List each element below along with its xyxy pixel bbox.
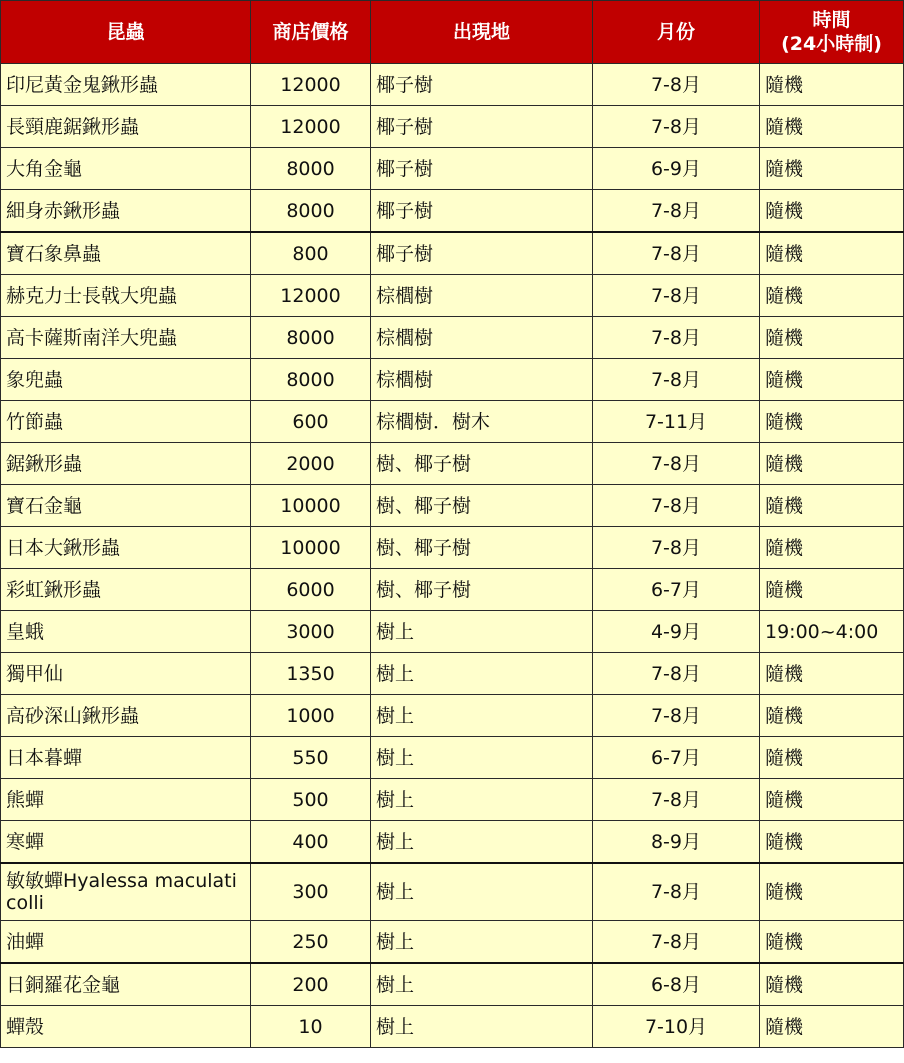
time-range: 隨機 bbox=[760, 148, 904, 190]
insect-name: 印尼黃金鬼鍬形蟲 bbox=[1, 64, 251, 106]
location: 樹上 bbox=[371, 963, 593, 1006]
month-range: 4-9月 bbox=[593, 611, 760, 653]
location: 樹上 bbox=[371, 863, 593, 921]
month-range: 7-8月 bbox=[593, 485, 760, 527]
time-range: 隨機 bbox=[760, 232, 904, 275]
time-range: 隨機 bbox=[760, 275, 904, 317]
location: 椰子樹 bbox=[371, 64, 593, 106]
table-row bbox=[1, 569, 904, 611]
table-row bbox=[1, 190, 904, 233]
month-range: 7-8月 bbox=[593, 64, 760, 106]
location: 樹、椰子樹 bbox=[371, 527, 593, 569]
table-row bbox=[1, 527, 904, 569]
insect-name: 敏敏蟬Hyalessa maculaticolli bbox=[1, 863, 251, 921]
header-month: 月份 bbox=[593, 1, 760, 64]
month-range: 6-7月 bbox=[593, 569, 760, 611]
month-range: 7-8月 bbox=[593, 779, 760, 821]
shop-price: 1000 bbox=[251, 695, 371, 737]
time-range: 隨機 bbox=[760, 653, 904, 695]
insect-name: 高砂深山鍬形蟲 bbox=[1, 695, 251, 737]
table-row bbox=[1, 148, 904, 190]
time-range: 隨機 bbox=[760, 779, 904, 821]
location: 樹上 bbox=[371, 1006, 593, 1048]
location: 樹、椰子樹 bbox=[371, 569, 593, 611]
shop-price: 600 bbox=[251, 401, 371, 443]
location: 棕櫚樹 bbox=[371, 317, 593, 359]
time-range: 隨機 bbox=[760, 963, 904, 1006]
insect-name: 寒蟬 bbox=[1, 821, 251, 864]
table-row bbox=[1, 695, 904, 737]
table-row bbox=[1, 106, 904, 148]
insect-name: 蟬殼 bbox=[1, 1006, 251, 1048]
time-range: 隨機 bbox=[760, 359, 904, 401]
month-range: 7-8月 bbox=[593, 921, 760, 964]
location: 棕櫚樹 bbox=[371, 359, 593, 401]
month-range: 7-10月 bbox=[593, 1006, 760, 1048]
location: 椰子樹 bbox=[371, 106, 593, 148]
table-row bbox=[1, 232, 904, 275]
shop-price: 10000 bbox=[251, 527, 371, 569]
table-row bbox=[1, 1006, 904, 1048]
shop-price: 12000 bbox=[251, 275, 371, 317]
location: 樹上 bbox=[371, 921, 593, 964]
table-row bbox=[1, 485, 904, 527]
location: 椰子樹 bbox=[371, 148, 593, 190]
insect-name: 象兜蟲 bbox=[1, 359, 251, 401]
time-range: 隨機 bbox=[760, 527, 904, 569]
month-range: 7-8月 bbox=[593, 695, 760, 737]
month-range: 7-11月 bbox=[593, 401, 760, 443]
time-range: 隨機 bbox=[760, 569, 904, 611]
shop-price: 200 bbox=[251, 963, 371, 1006]
location: 棕櫚樹 bbox=[371, 275, 593, 317]
insect-name: 熊蟬 bbox=[1, 779, 251, 821]
month-range: 8-9月 bbox=[593, 821, 760, 864]
month-range: 7-8月 bbox=[593, 275, 760, 317]
table-row bbox=[1, 64, 904, 106]
month-range: 6-7月 bbox=[593, 737, 760, 779]
time-range: 隨機 bbox=[760, 1006, 904, 1048]
insect-name: 彩虹鍬形蟲 bbox=[1, 569, 251, 611]
table-row bbox=[1, 443, 904, 485]
location: 樹上 bbox=[371, 737, 593, 779]
location: 樹、椰子樹 bbox=[371, 485, 593, 527]
time-range: 19:00~4:00 bbox=[760, 611, 904, 653]
month-range: 6-9月 bbox=[593, 148, 760, 190]
month-range: 7-8月 bbox=[593, 190, 760, 233]
location: 樹上 bbox=[371, 779, 593, 821]
table-row bbox=[1, 359, 904, 401]
month-range: 7-8月 bbox=[593, 653, 760, 695]
header-row bbox=[1, 1, 904, 64]
location: 樹上 bbox=[371, 821, 593, 864]
shop-price: 8000 bbox=[251, 317, 371, 359]
shop-price: 3000 bbox=[251, 611, 371, 653]
location: 棕櫚樹．樹木 bbox=[371, 401, 593, 443]
location: 樹上 bbox=[371, 695, 593, 737]
time-range: 隨機 bbox=[760, 921, 904, 964]
table-row bbox=[1, 779, 904, 821]
shop-price: 500 bbox=[251, 779, 371, 821]
time-range: 隨機 bbox=[760, 695, 904, 737]
shop-price: 8000 bbox=[251, 148, 371, 190]
shop-price: 12000 bbox=[251, 106, 371, 148]
shop-price: 550 bbox=[251, 737, 371, 779]
month-range: 7-8月 bbox=[593, 359, 760, 401]
insect-name: 竹節蟲 bbox=[1, 401, 251, 443]
insect-name: 高卡薩斯南洋大兜蟲 bbox=[1, 317, 251, 359]
insect-name: 日本大鍬形蟲 bbox=[1, 527, 251, 569]
location: 樹上 bbox=[371, 653, 593, 695]
table-row bbox=[1, 863, 904, 921]
shop-price: 250 bbox=[251, 921, 371, 964]
insect-name: 鋸鍬形蟲 bbox=[1, 443, 251, 485]
insect-name: 寶石金龜 bbox=[1, 485, 251, 527]
table-row bbox=[1, 653, 904, 695]
time-range: 隨機 bbox=[760, 190, 904, 233]
time-range: 隨機 bbox=[760, 106, 904, 148]
month-range: 7-8月 bbox=[593, 527, 760, 569]
time-range: 隨機 bbox=[760, 863, 904, 921]
table-row bbox=[1, 963, 904, 1006]
table-row bbox=[1, 317, 904, 359]
shop-price: 12000 bbox=[251, 64, 371, 106]
insect-name: 日銅羅花金龜 bbox=[1, 963, 251, 1006]
header-location: 出現地 bbox=[371, 1, 593, 64]
time-range: 隨機 bbox=[760, 64, 904, 106]
shop-price: 300 bbox=[251, 863, 371, 921]
table-row bbox=[1, 275, 904, 317]
shop-price: 8000 bbox=[251, 359, 371, 401]
shop-price: 400 bbox=[251, 821, 371, 864]
time-range: 隨機 bbox=[760, 443, 904, 485]
location: 樹上 bbox=[371, 611, 593, 653]
insect-name: 獨甲仙 bbox=[1, 653, 251, 695]
insect-name: 赫克力士長戟大兜蟲 bbox=[1, 275, 251, 317]
table-row bbox=[1, 611, 904, 653]
shop-price: 800 bbox=[251, 232, 371, 275]
time-range: 隨機 bbox=[760, 821, 904, 864]
table-row bbox=[1, 821, 904, 864]
shop-price: 6000 bbox=[251, 569, 371, 611]
shop-price: 1350 bbox=[251, 653, 371, 695]
header-time: 時間 (24小時制) bbox=[760, 1, 904, 64]
table-row bbox=[1, 737, 904, 779]
time-range: 隨機 bbox=[760, 401, 904, 443]
shop-price: 2000 bbox=[251, 443, 371, 485]
location: 樹、椰子樹 bbox=[371, 443, 593, 485]
month-range: 7-8月 bbox=[593, 443, 760, 485]
shop-price: 8000 bbox=[251, 190, 371, 233]
month-range: 7-8月 bbox=[593, 106, 760, 148]
insect-name: 日本暮蟬 bbox=[1, 737, 251, 779]
table-row bbox=[1, 921, 904, 964]
location: 椰子樹 bbox=[371, 232, 593, 275]
header-price: 商店價格 bbox=[251, 1, 371, 64]
insect-name: 大角金龜 bbox=[1, 148, 251, 190]
month-range: 7-8月 bbox=[593, 863, 760, 921]
insect-name: 長頸鹿鋸鍬形蟲 bbox=[1, 106, 251, 148]
insect-name: 寶石象鼻蟲 bbox=[1, 232, 251, 275]
shop-price: 10 bbox=[251, 1006, 371, 1048]
month-range: 7-8月 bbox=[593, 317, 760, 359]
table-row bbox=[1, 401, 904, 443]
location: 椰子樹 bbox=[371, 190, 593, 233]
month-range: 7-8月 bbox=[593, 232, 760, 275]
insect-name: 油蟬 bbox=[1, 921, 251, 964]
month-range: 6-8月 bbox=[593, 963, 760, 1006]
time-range: 隨機 bbox=[760, 737, 904, 779]
time-range: 隨機 bbox=[760, 485, 904, 527]
header-name: 昆蟲 bbox=[1, 1, 251, 64]
time-range: 隨機 bbox=[760, 317, 904, 359]
insect-name: 細身赤鍬形蟲 bbox=[1, 190, 251, 233]
insect-name: 皇蛾 bbox=[1, 611, 251, 653]
shop-price: 10000 bbox=[251, 485, 371, 527]
